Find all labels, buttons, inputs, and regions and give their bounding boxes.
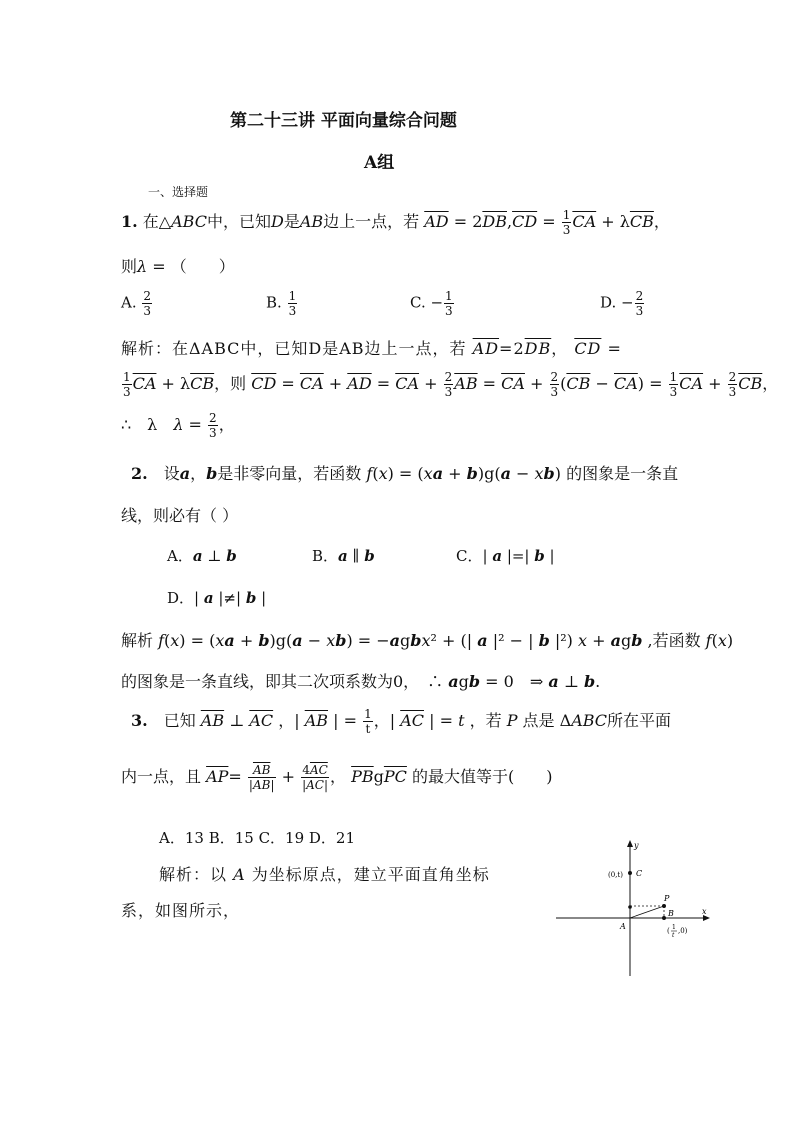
question-1-number: 1. — [121, 212, 138, 231]
q1-option-c: C. − $\frac{1}{3}$ — [410, 289, 453, 318]
question-2-stem-line2: 线，则必有（ ） — [121, 506, 239, 525]
section-heading: 一、选择题 — [148, 185, 209, 199]
q2-solution-line2: 的图象是一条直线，即其二次项系数为0， ∴ agb = 0 ⇒ a ⊥ b. — [121, 672, 601, 691]
q3-solution-line1: 解析：以 A 为坐标原点，建立平面直角坐标 — [159, 865, 490, 884]
q3-solution-line2: 系，如图所示， — [121, 901, 241, 920]
q2-option-d: D．| a |≠| b | — [167, 589, 267, 607]
question-3-stem: 3. 已知 $\overline{AB}$ ⊥ $\overline{AC}$ ，| $\overline{AB}$ | = $\frac{1}{t}$ ，| $\overline{AC}$ | = t ，若 P 点是 ΔABC所在平面 — [131, 707, 672, 736]
point-c-coord: (0,t) — [608, 871, 623, 879]
point-b-label: B — [668, 909, 674, 918]
q1-solution-line2: $\frac{1}{3}$ $\overline{CA} + \lambda\overline{CB}$，则 $\overline{CD} = \overline{CA} + \overline{AD} = \overline{CA}$ + $\frac{2}{3}$ $\overline{AB} = \overline{CA}$ + $\frac{2}{3}$ $(\overline{CB} - \overline{CA})$ = $\frac{1}{3}$ $\overline{CA}$ + $\frac{2}{3}$ $\overline{CB}$， — [123, 370, 779, 399]
point-b-coord: ( — [667, 927, 670, 935]
question-2-stem: 2. 设a，b是非零向量，若函数 f(x) = (xa + b)g(a − xb) 的图象是一条直 — [131, 464, 679, 483]
vector-ap — [630, 906, 664, 918]
question-1-stem-line2: 则λ = （ ） — [121, 257, 235, 276]
point-b-coord-num: 1 — [672, 924, 676, 931]
coordinate-figure — [556, 838, 716, 983]
q2-option-c: C．| a |=| b | — [456, 547, 555, 565]
q1-solution-line1: 解析：在ΔABC中，已知D是AB边上一点，若 $\overline{AD}=2\overline{DB}$， $\overline{CD}$ = — [121, 339, 622, 358]
group-heading: A组 — [364, 153, 395, 173]
point-p — [662, 904, 666, 908]
q2-option-a: A．a ⊥ b — [167, 547, 237, 565]
point-a-marker — [628, 905, 632, 909]
point-b-coord-rest: ,0) — [678, 927, 688, 935]
point-b — [662, 916, 666, 920]
point-p-label: P — [664, 894, 670, 903]
point-a-label: A — [620, 922, 626, 931]
point-c-label: C — [636, 869, 643, 878]
question-3-stem-line2: 内一点，且 $\overline{AP}=$ $\frac{\overline{AB}}{|\overline{AB}|}$ + $\frac{4\overline{AC}}{|\overline{AC}|}$ ， $\overline{PB}g\overline{PC}$ 的最大值等于( ) — [121, 763, 553, 792]
q1-option-d: D. − $\frac{2}{3}$ — [600, 289, 644, 318]
q3-options: A．13 B．15 C．19 D．21 — [159, 829, 356, 847]
question-1-stem: 1. 在△ABC中，已知D是AB边上一点，若 $\overline{AD} = 2\overline{DB},\overline{CD}$ = $\frac{1}{3}$ $\overline{CA} + \lambda\overline{CB}$， — [121, 208, 670, 237]
q1-solution-line3: ∴ λ λ = $\frac{2}{3}$ ， — [121, 411, 235, 440]
x-axis-label: x — [702, 907, 707, 916]
point-b-coord-den: t — [672, 932, 675, 939]
point-c — [628, 871, 632, 875]
q2-option-b: B．a ∥ b — [312, 547, 375, 565]
page-title: 第二十三讲 平面向量综合问题 — [230, 111, 457, 131]
y-axis-label: y — [634, 841, 639, 850]
y-axis-arrow-icon — [627, 840, 633, 847]
q1-option-a: A. $\frac{2}{3}$ — [121, 289, 152, 318]
q1-option-b: B. $\frac{1}{3}$ — [266, 289, 297, 318]
q2-solution-line1: 解析 f(x) = (xa + b)g(a − xb) = −agbx² + (| a |² − | b |²) x + agb ,若函数 f(x) — [121, 631, 734, 650]
